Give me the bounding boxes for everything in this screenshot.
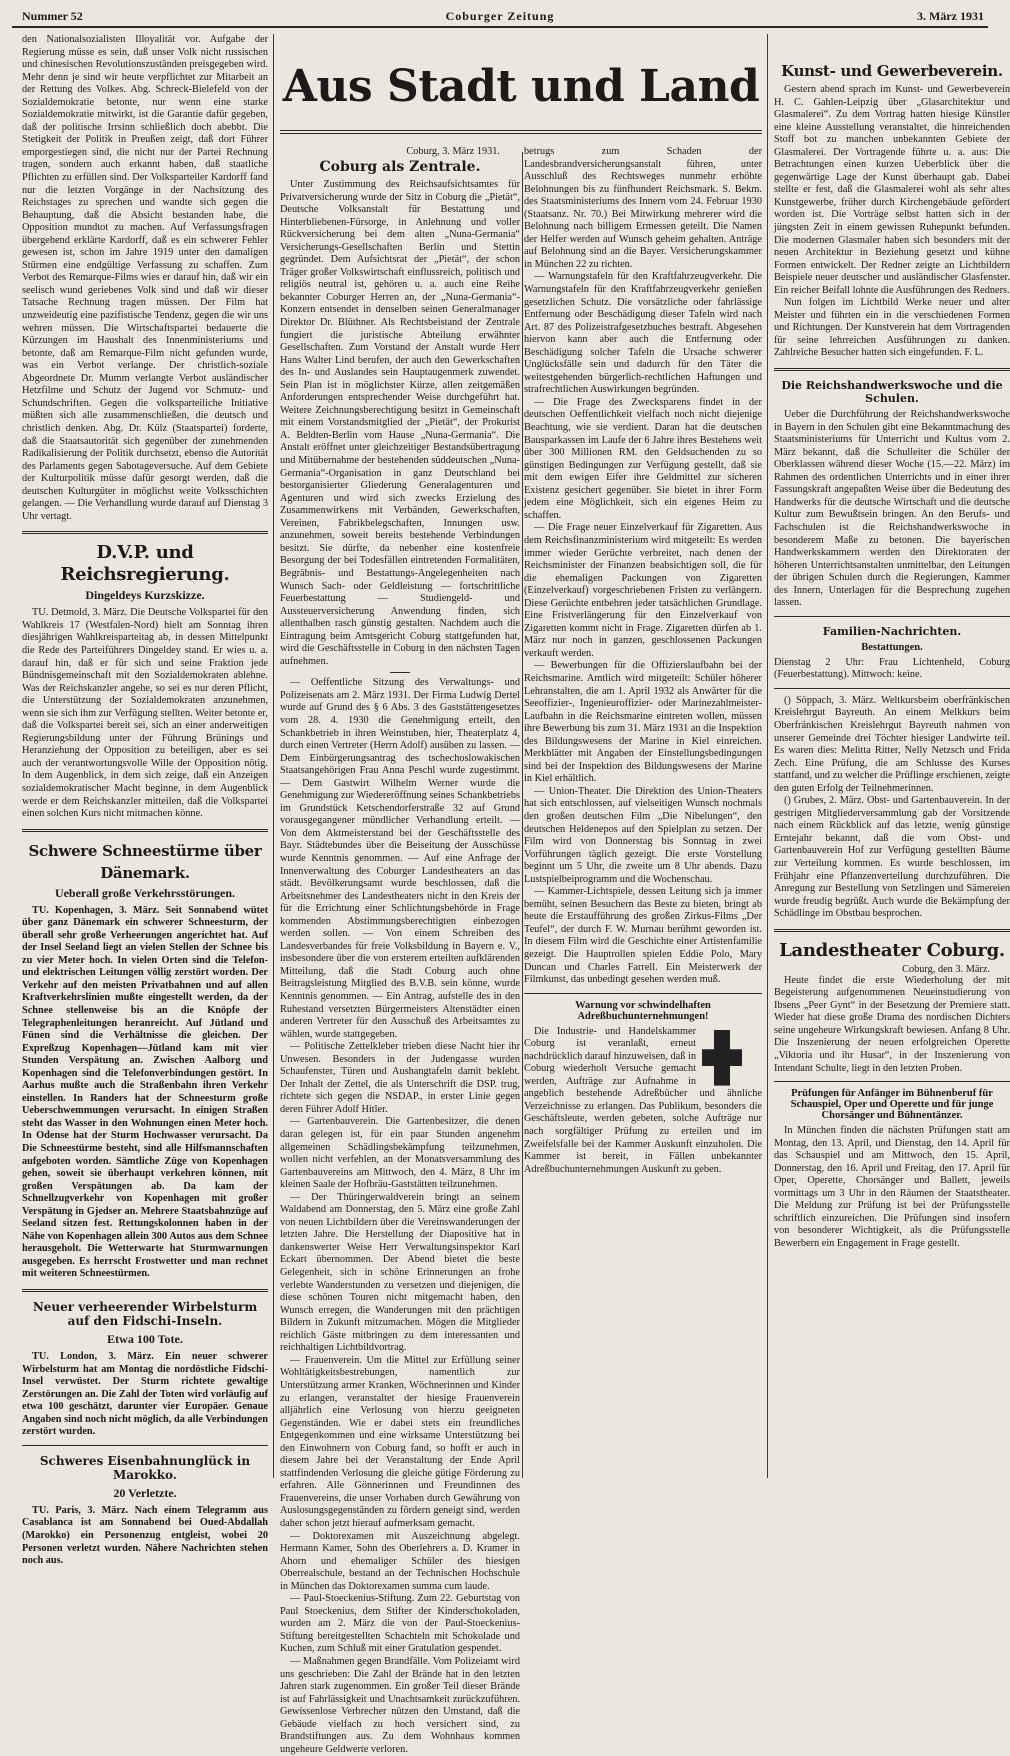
article-text: — Doktorexamen mit Auszeichnung abgelegt. Hermann Kamer, Sohn des Oberlehrers a. D. Kramer in Ahorn und ehemaliger Schüler des hiesigen Oberrealschule, bestand an der Technischen Hochschule in München das Doktorexamen summa cum laude. [280, 1530, 520, 1592]
headline: Landestheater Coburg. [779, 939, 1005, 961]
article-text: — Bewerbungen für die Offizierslaufbahn bei der Reichsmarine. Amtlich wird mitgeteilt: Schüler höherer Lehranstalten, die am 1. April 1932 als Anwärter für die Seeoffizier-, Ingenieuroffizier- oder Marinezahlmeister-Laufbahn in die Reichsmarine eintreten wollen, müssen ihre Bewerbung bis zum 31. März 1931 an die Inspektion des Bildungswesens der Marine in Kiel einreichen. Merkblätter mit Angaben der Einstellungsbedingungen sind bei der Inspektion des Bildungswesens der Marine in Kiel erhältlich. [524, 660, 762, 785]
article-text: — Kammer-Lichtspiele, dessen Leitung sich ja immer bemüht, seinen Besuchern das Beste zu bieten, bringt ab heute die Erstaufführung des großen Zirkus-Films „Der Teufel“, der durch F. W. Murnau berühmt geworden ist. In diesem Film wird die Geschichte einer Artistenfamilie gezeigt. Die Hauptrollen spielen Eddie Polo, Mary Duncan und Charles Farrell. Ein Meisterwerk der Filmkunst, das unbedingt gesehen werden muß. [524, 886, 762, 986]
subheadline: Dingeldeys Kurzskizze. [85, 588, 205, 603]
divider [390, 672, 410, 673]
issue-date: 3. März 1931 [917, 9, 984, 23]
subheadline: Etwa 100 Tote. [107, 1332, 183, 1347]
article-text: TU. London, 3. März. Ein neuer schwerer Wirbelsturm hat am Montag die nordöstliche Fidschi-Insel verwüstet. Der Sturm richtete gewaltige Zerstörungen an. Die Zahl der Toten wird vorläufig auf etwa 100 geschätzt, darunter vier Europäer. Genaue Angaben sind noch nicht möglich, da alle Verbindungen zerstört wurden. [22, 1351, 268, 1438]
article-text: Gestern abend sprach im Kunst- und Gewerbeverein H. C. Gahlen-Leipzig über „Glasarchitektur und Glasmalerei“. Zu dem Vortrag hatten hiesige Künstler eine kleine Ausstellung veranstaltet, die hinreichenden Stoff bot zu manchen unbekannten Gebiete der Glasmalerei. Der Vortragende führte u. a. aus: Die Betrachtungen einen kurzen Ueberblick über die gegenwärtige Lage der Kunst überhaupt gab. Dabei stellte er fest, daß die Glasmalerei wohl als sehr altes Kunstgewerbe, früher durch Kirchengebäude gefördert worden ist. Die Vorträge selbst hatten sich in der jüngsten Zeit in einem gewissen Ruhepunkt befunden. Die modernen Glasmaler haben sich besonders mit der neuen Architektur in Beziehung gesetzt und kühne Formen entwickelt. Der Redner zeigte an Lichtbildern Beispiele neuer deutscher und ausländischer Glasfenster. Ein reicher Beifall lohnte die Ausführungen des Redners. [774, 84, 1010, 296]
article-text: Heute findet die erste Wiederholung der mit Begeisterung aufgenommenen Neueinstudierung von Ibsens „Peer Gynt“ in der Besetzung der Premiere statt. Wieder hat diese große Drama des nordischen Dichters seine ungeheure Wirkungskraft bewiesen. Anfang 8 Uhr. Die Inszenierung der neuen erfolgreichen Operette „Viktoria und ihr Husar“, in der Inszenierung von Intendant Schulte, liegt in den letzten Proben. [774, 974, 1010, 1074]
headline: Familien-Nachrichten. [822, 624, 962, 638]
section-heading [280, 36, 762, 140]
article-text: — Die Frage des Zwecksparens findet in der deutschen Oeffentlichkeit vielfach noch nicht diejenige Beachtung, wie sie verdient. Daran hat die deutschen Bausparkassen im Laufe der 6 Jahre ihres Bestehens weit über 300 Millionen RM. den Geldsuchenden zu so günstigen Bedingungen zur Verfügung gestellt, daß sie mit dem ewigen Eifer ihre Geldmittel zur sicheren Existenz gesichert gegenüber. Sie bietet in ihrer Form jedem eine Möglichkeit, sich ein eigenes Heim zu schaffen. [524, 396, 762, 521]
divider [774, 929, 1010, 932]
dateline: Coburg, den 3. März. [902, 963, 990, 975]
issue-number: Nummer 52 [22, 9, 83, 23]
article-text: TU. Detmold, 3. März. Die Deutsche Volkspartei für den Wahlkreis 17 (Westfalen-Nord) hielt am Sonntag ihren diesjährigen Wahlkreisparteitag ab, in dessen Mittelpunkt die Rede des Parteiführers Dingeldey stand. Er wies u. a. darauf hin, daß er für sich und seine Fraktion jede Bündnisgemeinschaft mit den Sozialdemokraten ablehne. Was der Reichskanzler angehe, so sei es nur deren Pflicht, die Unterstützung der Sozialdemokraten anzunehmen, wenn sie sich ihm zur Verfügung stellten. Weiter betonte er, daß die Volkspartei bereit sei, sich an einer anderweitigen Regierungsbildung unter der Führung Brünings und Heranziehung der Opposition zu beteiligen, aber es sei auch der verantwortungsvolle Wille der Opposition nötig. In dem Augenblick, in dem sich zeige, daß ein Anzeigen sozialdemokratischer Macht beginne, in dem Augenblick werde er dem Reichskanzler mitteilen, daß die Volkspartei einen solchen Kurs nicht mitmachen könne. [22, 607, 268, 820]
divider [774, 616, 1010, 617]
headline: D.V.P. und Reichsregierung. [60, 542, 230, 586]
article-text: — Paul-Stoeckenius-Stiftung. Zum 22. Geburtstag von Paul Stoeckenius, dem Stifter der Kinderschokoladen, wurden am 2. März die von der Paul-Stoeckenius-Stiftung bereitgestellten Schachteln mit Schokolade und Kuchen, zum Schluß mit einer Gratulation gespendet. [280, 1593, 520, 1655]
running-head [12, 6, 988, 28]
article-text: TU. Paris, 3. März. Nach einem Telegramm aus Casablanca ist am Sonnabend bei Oued-Abdallah (Marokko) ein Personenzug entgleist, wobei 20 Personen verletzt wurden. Nähere Nachrichten stehen noch aus. [22, 1504, 268, 1567]
column-divider [273, 34, 274, 1478]
column-4 [774, 34, 1010, 1478]
paper-title: Coburger Zeitung [445, 9, 555, 23]
column-divider [767, 34, 768, 1478]
subheadline: 20 Verletzte. [113, 1485, 177, 1500]
article-text: () Söppach, 3. März. Weltkursbeim oberfränkischen Kreislehrgut Bayreuth. An einem Melkkurs beim Oberfränkischen Kreislehrgut Bayreuth nahmen von unserer Gemeinde drei Töchter hiesiger Landwirte teil. Es waren dies: Melitta Ritter, Nelly Netzsch und Frida Zech. Eine Prüfung, die am Schlusse des Kurses stattfand, und zu welcher die Prüflinge erschienen, zeigte den guten Erfolg der Teilnehmerinnen. [774, 694, 1010, 794]
article-text: — Union-Theater. Die Direktion des Union-Theaters hat sich entschlossen, auf vielseitigen Wunsch nochmals den großen deutschen Film „Die Nibelungen“, den deutschen Heldenepos auf den Spielplan zu setzen. Der Film wird von Donnerstag bis Sonntag in zwei Vorführungen täglich gezeigt. Die erste Vorstellung beginnt um 5 Uhr, die zweite um 8 Uhr abends. Dazu Lustspielbeiprogramm und die Wochenschau. [524, 785, 762, 885]
article-text: — Politische Zettelkleber trieben diese Nacht hier ihr Unwesen. Besonders in der Judengasse wurden Schaufenster, Türen und Aushangtafeln damit beklebt. Der Inhalt der Zettel, die als Unterschrift die DSP. trug, richtete sich gegen die NSDAP., in erster Linie gegen deren Führer Adolf Hitler. [280, 1041, 520, 1115]
column-3 [524, 146, 762, 1478]
article-text: — Maßnahmen gegen Brandfälle. Vom Polizeiamt wird uns geschrieben: Die Zahl der Brände hat in den letzten Jahren stark zugenommen. Ein großer Teil dieser Brände ist auf Fahrlässigkeit und Unachtsamkeit zurückzuführen. Gewissenlose Verbrecher nützen den Umstand, daß die Gebäude vielfach zu hoch versichert sind, zu Brandstiftungen aus. Zu dem Wohnhaus kommen ungeheure Geldwerte verloren. [280, 1655, 520, 1755]
article-text: In München finden die nächsten Prüfungen statt am Montag, den 13. April, und Dienstag, den 14. April für das Schauspiel und am Mittwoch, den 15. April, Donnerstag, den 16. April und Freitag, den 17. April für Oper, Operette, Chorsänger und Ballett, jeweils vormittags um 3 Uhr in den Räumen der Staatstheater. Die Meldung zur Prüfung ist bei der Prüfungsstelle schriftlich einzureichen. Die Prüfungen sind insofern von besonderer Wichtigkeit, als die Prüfungsstelle Bewerbern ein Engagement in Frage gestellt. [774, 1125, 1010, 1250]
article-text: Dienstag 2 Uhr: Frau Lichtenheld, Coburg (Feuerbestattung). Mittwoch: keine. [774, 656, 1010, 681]
article-text: TU. Kopenhagen, 3. März. Seit Sonnabend wütet über ganz Dänemark ein schwerer Schneesturm, der überall sehr große Verheerungen angerichtet hat. Auf der Insel Seeland liegt an vielen Stellen der Schnee bis zu vier Meter hoch. In vielen Orten sind die Telefon- und elektrischen Leitungen völlig zerstört worden. Der Verkehr auf den meisten Privatbahnen und auf allen Kraftverkehrslinien mußte eingestellt werden, da der Schnee stellenweise bis an die Knöpfe der Telegraphenleitungen heranreicht. Auf Jütland und Fünen sind die Verhältnisse die gleichen. Der Expreßzug Kopenhagen—Jütland kam mit vier Stunden Verspätung an. Zwischen Aalborg und Kopenhagen sind die Telefonverbindungen gestört. In Aarhus mußte auch die Straßenbahn ihren Verkehr einstellen. In Randers hat der Schneesturm große Ueberschwemmungen verursacht. In einigen Straßen steht das Wasser in den Wohnungen einen Meter hoch. In Odense hat der Sturm Hochwasser verursacht. Da Die Schneestürme besteht, sind alle Hilfsmannschaften aufgeboten worden. Sämtliche Züge von Kopenhagen gehen, soweit sie überhaupt verkehren können, mit großen Verspätungen ab. Da kam der Schnellzugverkehr von Kopenhagen mit großer Verspätung in Gjedser an. Mehrere Staatsbahnzüge auf Seeland sitzen fest. Rettungskolonnen haben in der Nähe von Kopenhagen allein 300 Autos aus dem Schnee herausgeholt. Die Wetterwarte hat Sturmwarnungen ausgegeben. Es herrscht Frostwetter und man rechnet mit weiteren Schneestürmen. [22, 904, 268, 1280]
divider [22, 531, 268, 534]
column-2 [280, 146, 520, 1755]
article-text: — Die Frage neuer Einzelverkauf für Zigaretten. Aus dem Reichsfinanzministerium wird mitgeteilt: Es werden immer wieder Gerüchte verbreitet, nach denen der Reichsminister der Finanzen beabsichtigen soll, die für die ehemaligen Packungen von Zigaretten (Einzelverkauf) vorgeschriebenen Fristen zu verlängern. Diese Gerüchte entbehren jeder tatsächlichen Grundlage. Eine Fristverlängerung für den Einzelverkauf von Zigaretten kommt nicht in Frage. Zigaretten dürfen ab 1. März nur noch in ganzen, geschlossenen Packungen verkauft werden. [524, 522, 762, 659]
divider [774, 368, 1010, 371]
headline: Die Reichshandwerkswoche und die Schulen. [781, 379, 1003, 406]
article-text: — Gartenbauverein. Die Gartenbesitzer, die denen daran gelegen ist, für ein paar Stunden angenehm allgemeinen Schädlingsbekämpfung teilzunehmen, wollen nicht verfehlen, an der Monatsversammlung des Gartenbauvereins am Mittwoch, den 4. März, 8 Uhr im kleinen Saale der Hofbräu-Gaststätten teilzunehmen. [280, 1116, 520, 1191]
article-text: — Der Thüringerwaldverein bringt an seinem Waldabend am Donnerstag, den 5. März eine große Zahl von neuen Lichtbildern über die Vereinswanderungen der letzten Jahre. Die Herstellung der Diapositive hat in dankenswerter Weise Herr Verwaltungsinspektor Karl Eckart übernommen. Der Abend bietet die beste Gelegenheit, sich in schöne Erinnerungen an frohe verlebte Wanderstunden zu versetzen und diejenigen, die diese schönen Touren nicht mitgemacht haben, den Wunsch erregen, die Wanderungen mit den prächtigen Bildern in Zukunft mitzumachen. Mögen die Mitglieder reichlich Gäste mitbringen zu dem interessanten und reichhaltigen Lichtbildvortrag. [280, 1191, 520, 1354]
article-text: betrugs zum Schaden der Landesbrandversicherungsanstalt führen, unter Ausschluß des Rechtsweges nunmehr erhöhte Belohnungen bis zu fünfhundert Reichsmark. S. Bekm. des Staatsministeriums des Innern vom 24. Februar 1930 (Staatsanz. Nr. 70.) Bei Mitwirkung mehrerer wird die Belohnung nach billigem Ermessen geteilt. Die Namen der Helfer werden auf Wunsch geheim gehalten. Anträge auf Belohnung sind an die Bayer. Versicherungskammer in München 22 zu richten. [524, 146, 762, 270]
divider [774, 688, 1010, 689]
article-text: Die Industrie- und Handelskammer Coburg ist veranlaßt, erneut nachdrücklich darauf hinzuweisen, daß in Coburg wiederholt Versuche gemacht werden, Aufträge zur Aufnahme in angeblich bestehende Adreßbücher und ähnliche Verzeichnisse zu erlangen. Das Publikum, besonders die Geschäftsleute, werden gebeten, solche Aufträge nur nach sorgfältiger Prüfung zu erteilen und im Zweifelsfalle bei der Kammer Auskunft einzuholen. Die Kammer ist bereit, in Fällen unbekannter Adreßbuchunternehmungen Auskunft zu geben. [524, 1025, 762, 1175]
dateline: Coburg, 3. März 1931. [406, 146, 500, 157]
subheadline: Ueberall große Verkehrsstörungen. [54, 885, 236, 900]
article-text: Ueber die Durchführung der Reichshandwerkswoche in Bayern in den Schulen gibt eine Bekanntmachung des Staatsministeriums für Unterricht und Kultus vom 2. März bekannt, daß die Schulleiter die Schüler der Oberklassen während dieser Woche (15.—22. März) im Rahmen des ordentlichen Unterrichts und in einer ihrer Fassungskraft angepaßten Weise über die Bedeutung des Handwerks für die deutsche Wirtschaft und die deutsche Kultur zum Bewußtsein bringen. An den Berufs- und Fachschulen ist die Reichshandwerkswoche in besonderem Maße zu betonen. Die bayerischen Handwerkskammern werden den Direktoraten der höheren Unterrichtsanstalten unmittelbar, den Leitungen der übrigen Schulen durch die Regierungen, Kammer des Innern, Unterlagen für die Besprechung zugehen lassen. [774, 409, 1010, 609]
headline: Schweres Eisenbahnunglück in Marokko. [39, 1453, 251, 1482]
article-text: Unter Zustimmung des Reichsaufsichtsamtes für Privatversicherung wurde der Sitz in Coburg die „Pietät“, Deutsche Volksanstalt für Bestattung und Hinterbliebenen-Fürsorge, in Anlehnung und voller Rückversicherung bei dem alten „Nuna-Germania“ Versicherungs-Gesellschaften Berlin und Stettin gegründet. Dem Aufsichtsrat der „Pietät“, der schon Träger großer Volkswirtschaft einflussreich, politisch und religiös neutral ist, gehören u. a. auch eine Reihe bekannter Coburger Herren an, der „Nuna-Germania“-Konzern entsendet in denselben seinen Generalmanager Direktor Dr. Blüthner. Als Rechtsbeistand der Zentrale fungiert die juristische Abteilung erwähnter Gesellschaften. Zum Vorstand der Anstalt wurde Herr Hans Walter Lind berufen, der auch den Gewerkschaften des In- und Auslandes sein Hauptaugenmerk zuwendet. Sein Plan ist in möglichster Kürze, allen zeitgemäßen Anforderungen entsprechender Weise durchgeführt hat. Weitere Zeichnungsberechtigung besitzt in Gemeinschaft mit einem Vorstandsmitglied der „Pietät“, der Prokurist A. Beldten-Berlin vom Hause „Nuna-Germania“. Die Anstalt eröffnet unter gleichzeitiger Bestandsübertragung und Mitübernahme der bestehenden süddeutschen „Nuna-Germania“-Organisation in ganz Deutschland bei bestorganisierter Gliederung Generalagenturen und Agenturen und wird sich zwecks Erzielung des Zusammenwirkens mit Verbänden, Gewerkschaften, Vereinen, Fabrikbelegschaften, Innungen usw. anzunehmen, soweit bereits bestehende Verbindungen besitzt. Sie dürfte, da nebenher eine kostenfreie Besorgung der bei Todesfällen eintretenden Formalitäten, Begräbnis- und Bestattungs-Angelegenheiten nach Wunsch Sach- oder Geldleistung — fortschrittliche Feuerbestattung — Studiengeld- und Aussteuerversicherung Anwendung finden, sich allenthalben rasch günstig gestalten. Nachdem auch die Eintragung beim Amtsgericht Coburg stattgefunden hat, wird die Geschäftsstelle in Coburg in den nächsten Tagen aufnehmen. [280, 179, 520, 667]
column-1 [22, 34, 268, 1567]
divider [524, 993, 762, 994]
headline: Coburg als Zentrale. [319, 159, 481, 175]
divider [22, 829, 268, 832]
article-text: Nun folgen im Lichtbild Werke neuer und alter Meister und führten ein in die verschiedenen Formen und Richtungen. Der Kunstverein hat dem Vortragenden für seine lehrreichen Ausführungen zu danken. Zahlreiche Besucher hatten sich eingefunden. F. L. [774, 297, 1010, 359]
article-text: — Oeffentliche Sitzung des Verwaltungs- und Polizeisenats am 2. März 1931. Der Firma Ludwig Dertel wurde auf Grund des § 6 Abs. 3 des Gaststättengesetzes vom 28. 4. 1930 die Genehmigung erteilt, den Schankbetrieb in ihren Weinstuben, hier, Theaterplatz 4, durch einen Vertreter (Herrn Adolf) ausüben zu lassen. — Dem Einbürgerungsantrag des tschechoslowakischen Staatsangehörigen Frau Anna Peschl wurde zugestimmt. — Dem Gastwirt Wilhelm Werner wurde die Genehmigung zur Wiedereröffnung seines Schankbetriebs im Grundstück Ketschendorferstraße 32 auf Grund vorausgegangener mündlicher Verhandlung erteilt. — Von dem Aktmeisterstand bei der Geschäftsstelle des Bayr. Städtebundes über die Beiseitung der Ausschüsse wurde Kenntnis genommen. — Auf eine Anfrage der Innenverwaltung des Coburger Landestheaters an das städt. Bevölkerungsamt wurde beschlossen, daß die Arbeitsnehmer des Landestheaters nicht in den Kreis der für die Errichtung einer Schlichtungsbehörde in Frage kommenden Abstimmungsberechtigten einbezogen werden sollen. — Von einem Schreiben des Landesverbandes für freie Volksbildung in Bayern e. V., insbesondere über die von ersterem erteilten aufklärenden Mitteilung, daß die Stadt Coburg auch ohne Beitragsleistung Mitglied des B.V.B. sein könne, wurde Kenntnis genommen. — Ein Antrag, aufstelle des in den Ruhestand versetzten Bürgermeisters Altenstädter einen anderen Vertreter für den Ausschuß des Arbeitsamtes zu wählen, wurde stattgegeben. [280, 677, 520, 1040]
divider [280, 130, 762, 134]
headline: Prüfungen für Anfänger im Bühnenberuf für Schauspiel, Oper und Operette und für junge Chorsänger und Bühnentänzer. [790, 1088, 994, 1122]
section-title: Aus Stadt und Land [282, 61, 760, 112]
article-text: — Frauenverein. Um die Mittel zur Erfüllung seiner Wohltätigkeitsbestrebungen, namentlich zur Unterstützung armer Kranken, Wöchnerinnen und Kinder zu erlangen, veranstaltet der hiesige Frauenverein alljährlich eine Verlosung von hierzu geeigneten Gegenständen. Wie er dabei stets ein freundliches Entgegenkommen und eine wirksame Unterstützung bei den Einwohnern von Coburg fand, so hofft er auch in diesem Jahre bei der Veranstaltung der Ende April stattfindenden Verlosung die gleiche gütige Förderung zu erfahren. Alle Gönnerinnen und Freundinnen des Frauenvereins, die unser Vorhaben durch Gewährung von Auslosungsgegenständen zu fördern geneigt sind, werden daher schon jetzt hierauf aufmerksam gemacht. [280, 1354, 520, 1529]
divider [22, 1445, 268, 1446]
headline: Neuer verheerender Wirbelsturm auf den Fidschi-Inseln. [32, 1300, 258, 1329]
article-text: () Grubes, 2. März. Obst- und Gartenbauverein. In der gestrigen Mitgliederversammlung gab der Vorsitzende nach einem Rückblick auf das letzte, wenig günstige Erntejahr bekannt, daß die vom Obst- und Gartenbauverein Hof zur Verfügung gestellten Bäume zur Verteilung kommen. Es wurde beschlossen, im Frühjahr eine Pflanzenverteilung durchzuführen. Die Anregung zur Bestellung von Setzlingen und Sämereien wurde freudig begrüßt. Auch wurde die Bekämpfung der Schädlinge im Obstbau besprochen. [774, 795, 1010, 920]
headline: Schwere Schneestürme über Dänemark. [28, 841, 262, 882]
headline: Kunst- und Gewerbeverein. [781, 62, 1003, 80]
article-text: — Warnungstafeln für den Kraftfahrzeugverkehr. Die Warnungstafeln für den Kraftfahrzeugverkehr genießen gesetzlichen Schutz. Die vorsätzliche oder fahrlässige Entfernung oder Beschädigung dieser Tafeln wird nach Art. 87 des Polizeistrafgesetzbuches bestraft. Abgesehen hiervon kann aber auch die Entfernung oder Beschädigung solcher Tafeln die Ursache schwerer Unglücksfälle sein und dadurch für den Täter die weitestgehenden bürgerlich-rechtlichen Haftungen und strafrechtlichen Auswirkungen begründen. [524, 271, 762, 396]
divider [774, 1081, 1010, 1082]
column-divider [522, 152, 523, 1478]
article-text: den Nationalsozialisten Illoyalität vor. Aufgabe der Regierung müsse es sein, daß unser Volk nicht russischen und chinesischen Revolutionszuständen preisgegeben wird. Mehr denn je sind wir heute verpflichtet zur Mitarbeit an der Rettung des Volkes. Abg. Schreck-Bielefeld von der Sozialdemokratie betonte, nur wenn eine starke Sozialdemokratie mitwirkt, ist die Garantie dafür gegeben, daß der politische Irrsinn schließlich doch abebbt. Die Stetigkeit der Politik in Preußen zeigt, daß dort Führer emporgestiegen sind, die nicht nur der Partei Rechnung tragen, sondern auch erkannt haben, daß staatliche Pflichten zu erfüllen sind. Der Volksparteiler Kardorff fand nur die letzten Vorgänge in der Nachsitzung des Reichstages zu sprechen und wandte sich gegen die Behauptung, daß die Absicht bestanden habe, die Opposition mundtot zu machen. Auf Verfassungsfragen übergehend erklärte Kardorff, daß es ein schwerer Fehler gewesen ist, schon im Jahre 1919 unter den damaligen Stürmen eine endgültige Verfassung zu schaffen. Zum Verbot des Remarque-Films wies er darauf hin, daß wir ein seelisch wund geriebenes Volk sind und daß wir dieser Tatsache Rechnung tragen müssen. Der Film hat unzweideutig eine pazifistische Tendenz, gegen die wir uns wehren müssen. Die Wirtschaftspartei bedauerte die Kürzungen im Haushalt des Innenministeriums und betonte, daß am Remarque-Film nicht gefunden wurde, was ein Verbot verlange. Der christlich-soziale Abgeordnete Dr. Mumm verlangte Verbot ausländischer Hetzfilme und Schutz der Jugend vor Schmutz- und Schundschriften. Gegen die volksparteiliche Initiative müßten sich alle zusammenschließen, die deutsch und christlich denken. Abg. Dr. Külz (Staatspartei) forderte, daß die Staatsautorität sich gegenüber der zunehmenden Radikalisierung der Politik durchsetzt, ebenso die Autorität des Parlaments gegen Sabotageversuche. Auf dem Gebiete der Kulturpolitik müsse dafür gesorgt werden, daß die deutschen Kulturgüter in möglichst weite Volksschichten gelangen. — Die Verhandlung wurde darauf auf Dienstag 3 Uhr vertagt. [22, 34, 268, 522]
headline: Warnung vor schwindelhaften Adreßbuchunternehmungen! [575, 999, 711, 1022]
subheadline: Bestattungen. [861, 641, 923, 653]
divider [22, 1289, 268, 1292]
